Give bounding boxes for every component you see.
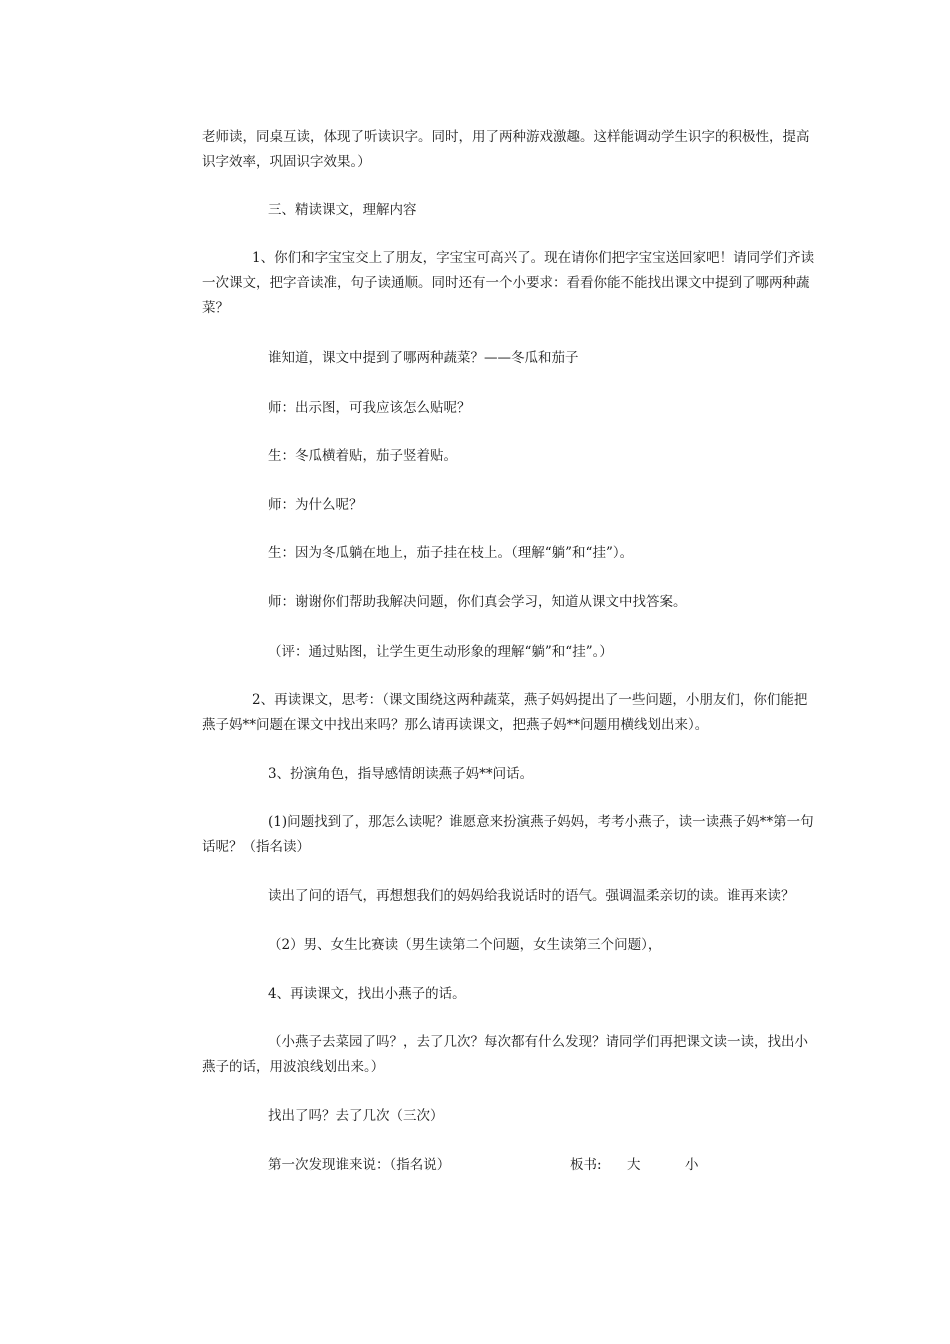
blackboard-word-small: 小 [685, 1157, 699, 1173]
paragraph-swallow-questions: （小燕子去菜园了吗？，去了几次？每次都有什么发现？请同学们再把课文读一读，找出小燕子的话，用波浪线划出来。） [202, 1034, 808, 1075]
paragraph-evaluation-end: 老师读，同桌互读，体现了听读识字。同时，用了两种游戏激趣。这样能调动学生识字的积极性，提高识字效率，巩固识字效果。） [202, 129, 810, 170]
paragraph-first-discovery: 第一次发现谁来说：（指名说） [268, 1157, 451, 1173]
paragraph-found-times: 找出了吗？去了几次（三次） [268, 1108, 444, 1124]
section-heading-3: 三、精读课文，理解内容 [268, 202, 417, 218]
paragraph-step-3-2: （2）男、女生比赛读（男生读第二个问题，女生读第三个问题）， [268, 937, 662, 953]
paragraph-step-4: 4、再读课文，找出小燕子的话。 [268, 986, 466, 1002]
paragraph-question-vegetables: 谁知道，课文中提到了哪两种蔬菜？——冬瓜和茄子 [268, 350, 579, 366]
paragraph-step-2: 2、再读课文，思考：（课文围绕这两种蔬菜，燕子妈妈提出了一些问题，小朋友们，你们能把燕子妈**问题在课文中找出来吗？那么请再读课文，把燕子妈**问题用横线划出来）。 [202, 692, 808, 733]
blackboard-word-big: 大 [627, 1157, 641, 1173]
paragraph-step-3: 3、扮演角色，指导感情朗读燕子妈**问话。 [268, 766, 534, 782]
paragraph-tone-guidance: 读出了问的语气，再想想我们的妈妈给我说话时的语气。强调温柔亲切的读。谁再来读？ [268, 888, 795, 904]
paragraph-student-2: 生：因为冬瓜躺在地上，茄子挂在枝上。（理解“躺”和“挂”）。 [268, 545, 634, 561]
paragraph-teacher-2: 师：为什么呢？ [268, 497, 363, 513]
paragraph-step-1: 1、你们和字宝宝交上了朋友，字宝宝可高兴了。现在请你们把字宝宝送回家吧！请同学们齐读一次课文，把字音读准，句子读通顺。同时还有一个小要求：看看你能不能找出课文中提到了哪两种蔬菜？ [202, 250, 815, 316]
paragraph-step-3-1: (1)问题找到了，那怎么读呢？谁愿意来扮演燕子妈妈，考考小燕子，读一读燕子妈**第一句话呢？（指名读） [202, 814, 814, 855]
paragraph-evaluation-2: （评：通过贴图，让学生更生动形象的理解“躺”和“挂”。） [268, 644, 613, 660]
paragraph-teacher-3: 师：谢谢你们帮助我解决问题，你们真会学习，知道从课文中找答案。 [268, 594, 687, 610]
paragraph-student-1: 生：冬瓜横着贴，茄子竖着贴。 [268, 448, 457, 464]
paragraph-teacher-1: 师：出示图，可我应该怎么贴呢？ [268, 400, 471, 416]
blackboard-label: 板书: [570, 1157, 602, 1173]
